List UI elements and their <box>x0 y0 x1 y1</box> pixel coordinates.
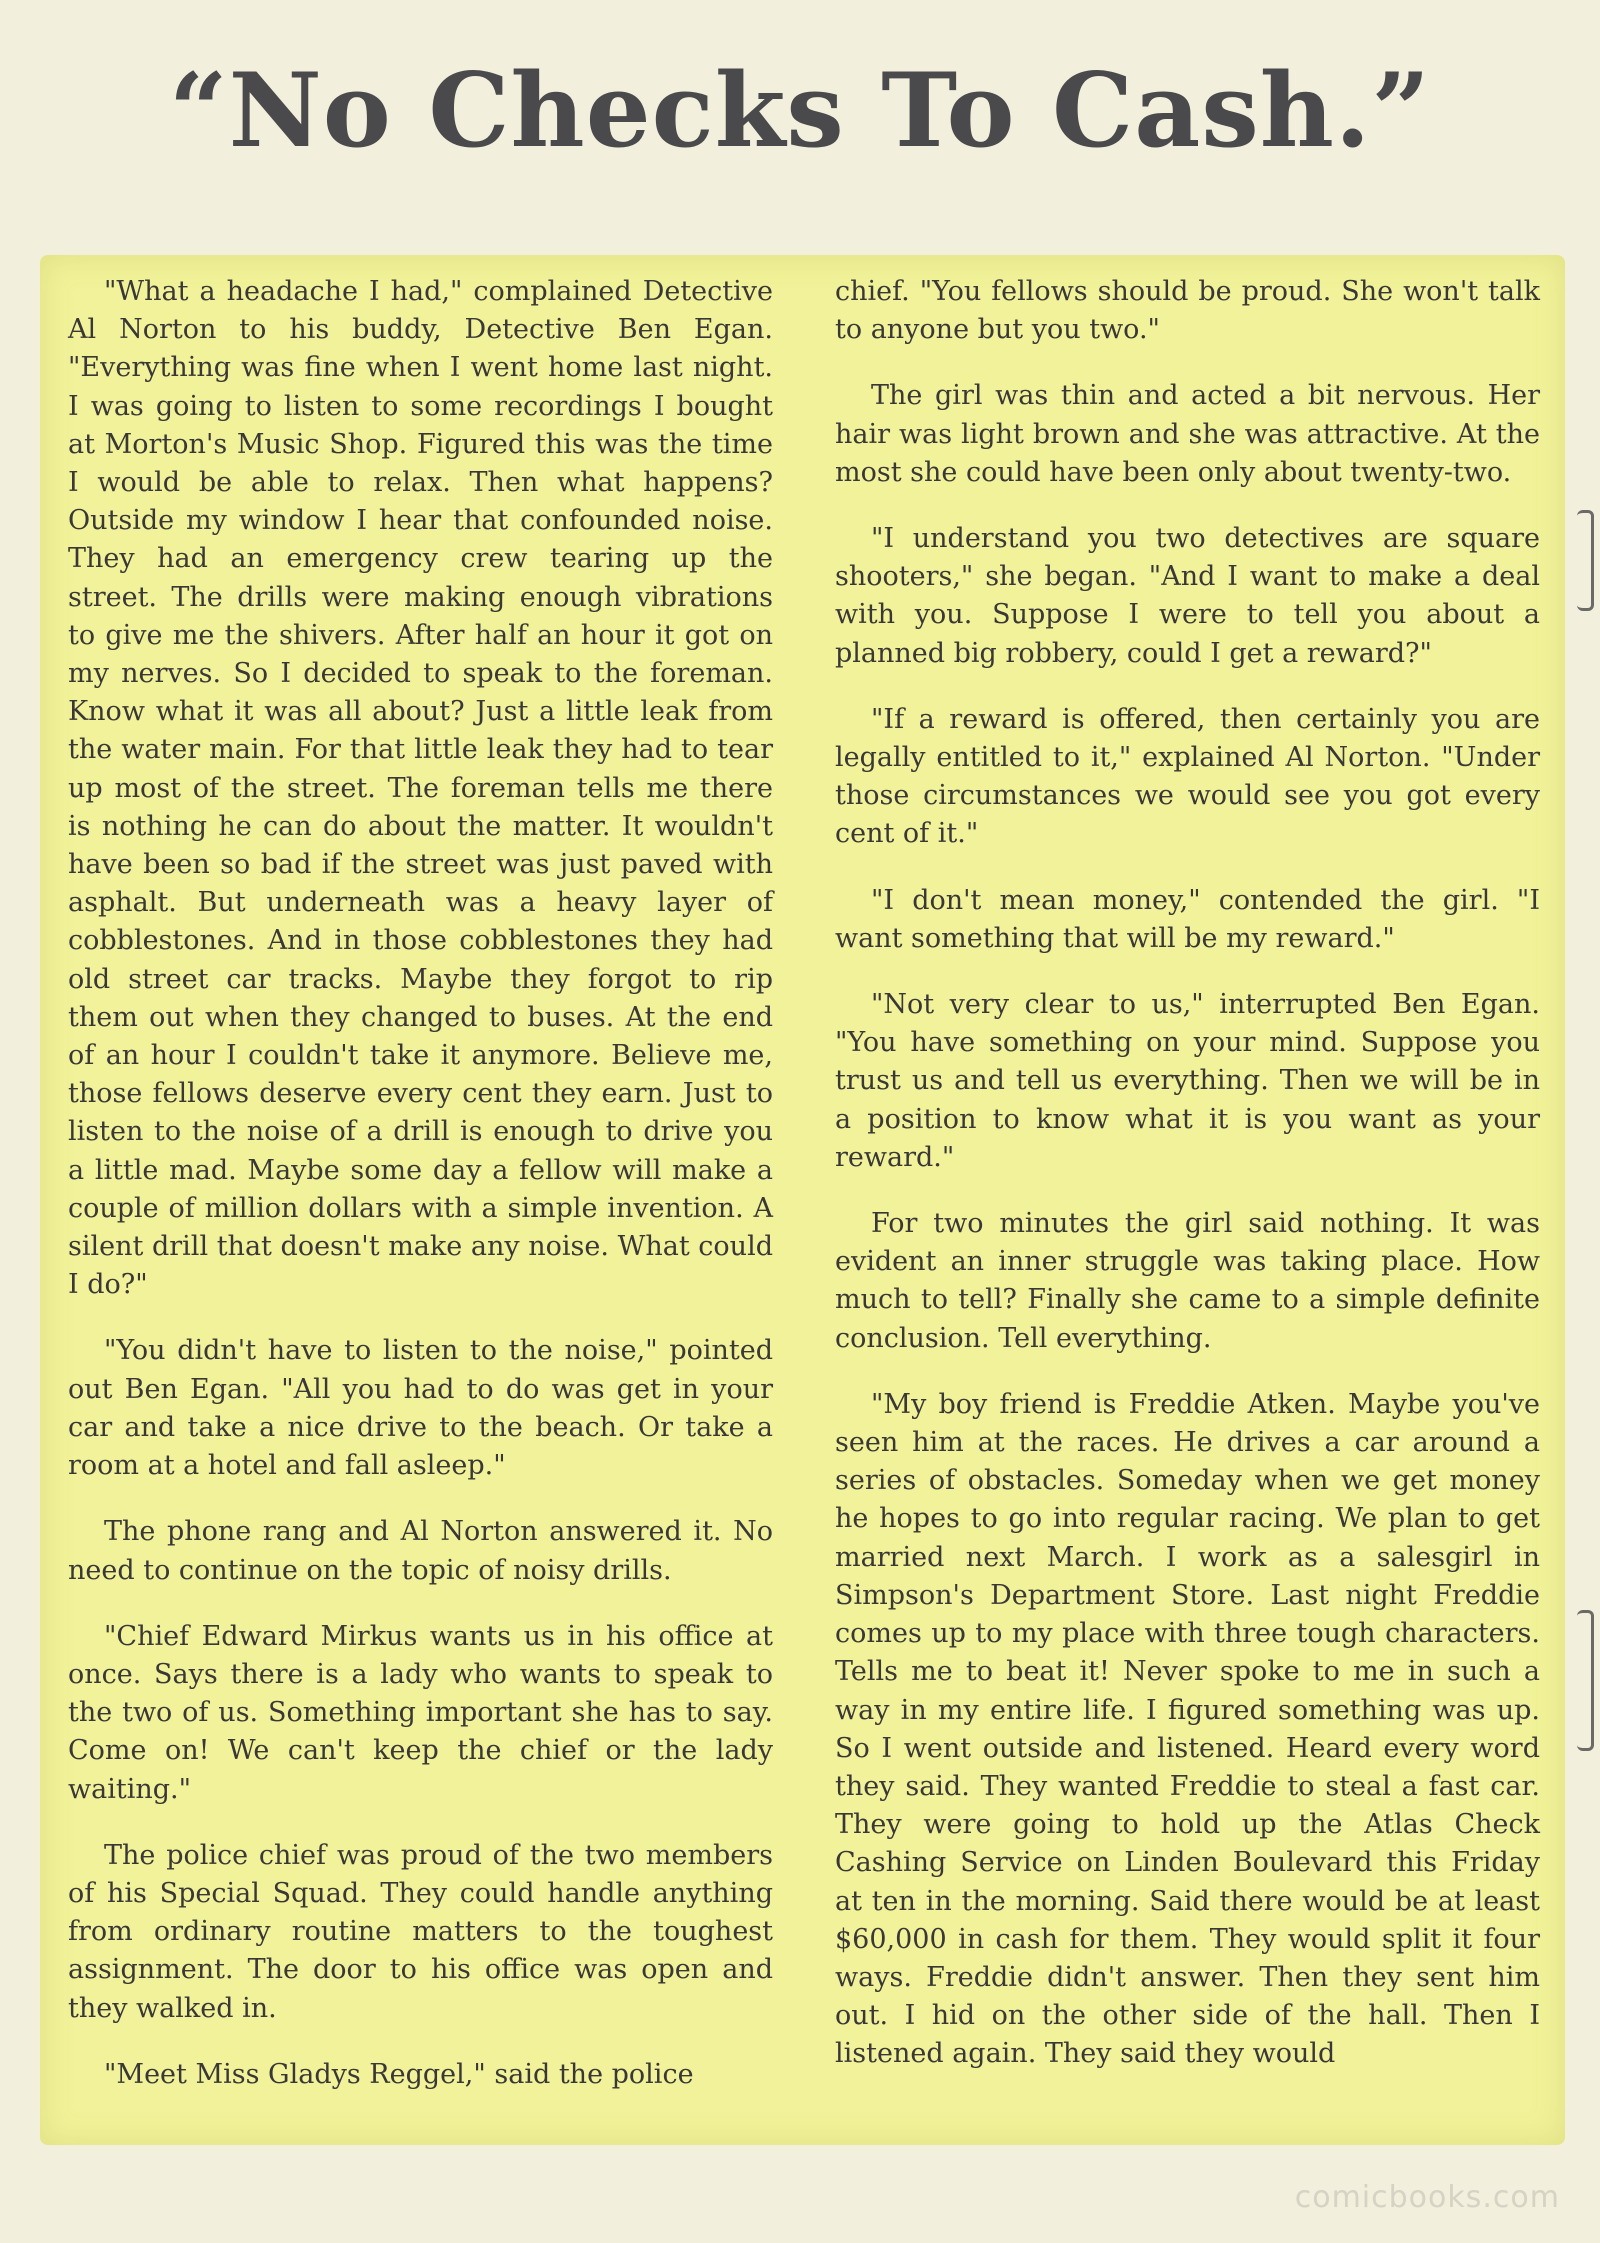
paragraph: "I don't mean money," contended the girl. "I want something that will be my reward." <box>835 884 1540 954</box>
right-text-column <box>835 273 1540 2102</box>
paragraph: "Not very clear to us," interrupted Ben Egan. "You have something on your mind. Suppose you trust us and tell us everything. Then we will be in a position to know what it is you want as your reward." <box>835 989 1540 1173</box>
story-title: “No Checks To Cash.” <box>168 51 1432 171</box>
paragraph: "What a headache I had," complained Detective Al Norton to his buddy, Detective Ben Egan. "Everything was fine when I went home last night. I was going to listen to some recordings I bought at Morton's Music Shop. Figured this was the time I would be able to relax. Then what happens? Outside my window I hear that confounded noise. They had an emergency crew tearing up the street. The drills were making enough vibrations to give me the shivers. After half an hour it got on my nerves. So I decided to speak to the foreman. Know what it was all about? Just a little leak from the water main. For that little leak they had to tear up most of the street. The foreman tells me there is nothing he can do about the matter. It wouldn't have been so bad if the street was just paved with asphalt. But underneath was a heavy layer of cobblestones. And in those cobblestones they had old street car tracks. Maybe they forgot to rip them out when they changed to buses. At the end of an hour I couldn't take it anymore. Believe me, those fellows deserve every cent they earn. Just to listen to the noise of a drill is enough to drive you a little mad. Maybe some day a fellow will make a couple of million dollars with a simple invention. A silent drill that doesn't make any noise. What could I do?" <box>68 276 773 1301</box>
paragraph: The girl was thin and acted a bit nervous. Her hair was light brown and she was attractive. At the most she could have been only about twenty-two. <box>835 380 1540 488</box>
watermark: comicbooks.com <box>1294 2180 1560 2215</box>
paragraph: "If a reward is offered, then certainly you are legally entitled to it," explained Al Norton. "Under those circumstances we would see you got every cent of it." <box>835 703 1540 850</box>
staple-mark <box>1577 510 1594 611</box>
paragraph: chief. "You fellows should be proud. She won't talk to anyone but you two." <box>835 276 1540 346</box>
paragraph: "I understand you two detectives are square shooters," she began. "And I want to make a deal with you. Suppose I were to tell you about a planned big robbery, could I get a reward?" <box>835 523 1540 669</box>
story-text-panel <box>40 255 1565 2145</box>
paragraph: The phone rang and Al Norton answered it. No need to continue on the topic of noisy drills. <box>68 1516 773 1586</box>
paragraph: "My boy friend is Freddie Atken. Maybe you've seen him at the races. He drives a car around a series of obstacles. Someday when we get money he hopes to go into regular racing. We plan to get married next March. I work as a salesgirl in Simpson's Department Store. Last night Freddie comes up to my place with three tough characters. Tells me to beat it! Never spoke to me in such a way in my entire life. I figured something was up. So I went outside and listened. Heard every word they said. They wanted Freddie to steal a fast car. They were going to hold up the Atlas Check Cashing Service on Linden Boulevard this Friday at ten in the morning. Said there would be at least $60,000 in cash for them. They would split it four ways. Freddie didn't answer. Then they sent him out. I hid on the other side of the hall. Then I listened again. They said they would <box>835 1388 1540 2070</box>
paragraph: "Chief Edward Mirkus wants us in his office at once. Says there is a lady who wants to speak to the two of us. Something important she has to say. Come on! We can't keep the chief or the lady waiting." <box>68 1620 773 1805</box>
paragraph: "Meet Miss Gladys Reggel," said the police <box>104 2058 694 2090</box>
staple-mark <box>1577 1610 1594 1751</box>
paragraph: The police chief was proud of the two members of his Special Squad. They could handle anything from ordinary routine matters to the toughest assignment. The door to his office was open and they walked in. <box>68 1839 773 2024</box>
paragraph: "You didn't have to listen to the noise," pointed out Ben Egan. "All you had to do was get in your car and take a nice drive to the beach. Or take a room at a hotel and fall asleep." <box>68 1335 773 1482</box>
left-text-column <box>68 273 773 2122</box>
paragraph: For two minutes the girl said nothing. It was evident an inner struggle was taking place. How much to tell? Finally she came to a simple definite conclusion. Tell everything. <box>835 1208 1540 1354</box>
